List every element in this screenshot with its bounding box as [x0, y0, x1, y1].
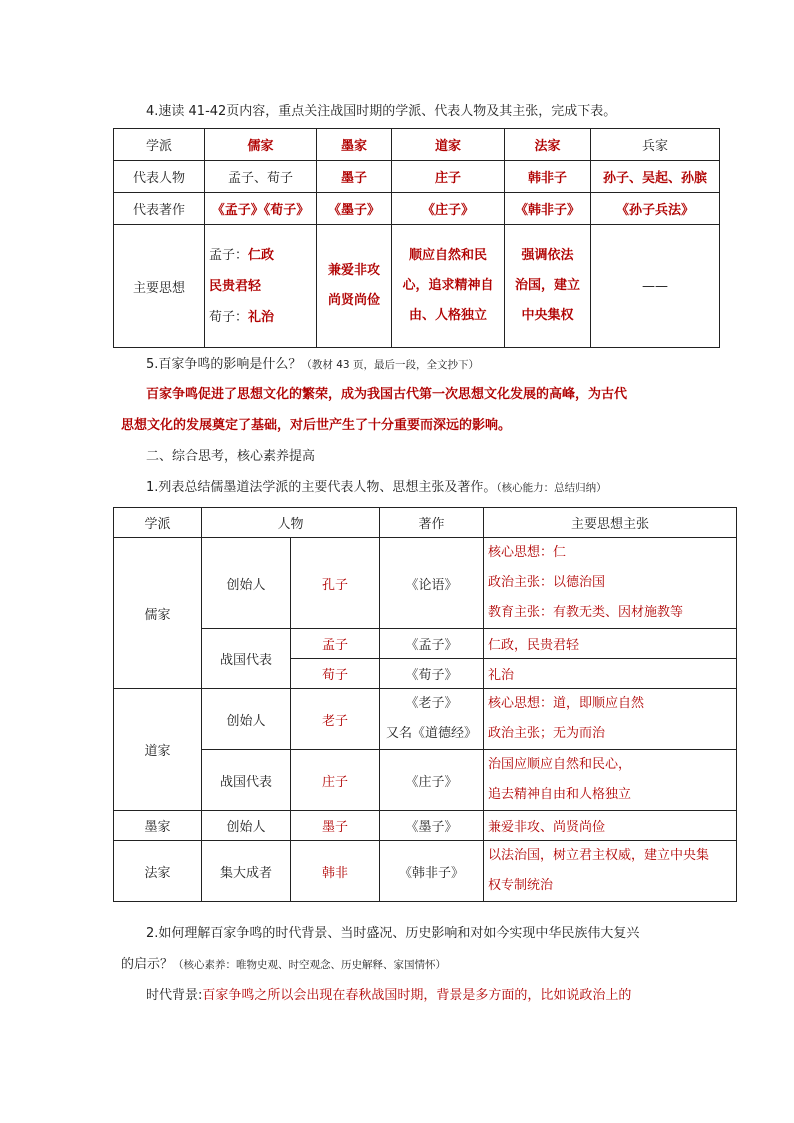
idea-line: 以法治国，树立君主权威，建立中央集: [488, 848, 710, 863]
school-rujia: 儒家: [114, 538, 202, 689]
rujia-p2: 荀子: [291, 659, 380, 689]
fajia-ideas: [484, 841, 737, 902]
daojia-founder: 老子: [291, 689, 380, 750]
mojia-work: 《墨子》: [380, 811, 484, 841]
q4-text: 4.速读 41-42页内容，重点关注战国时期的学派、代表人物及其主张，完成下表。: [146, 104, 617, 119]
idea-line: 核心思想：仁: [488, 545, 567, 560]
summary-table: [113, 507, 737, 902]
q5-note: （教材 43 页，最后一段，全文抄下）: [301, 359, 479, 371]
q1-line: [146, 479, 607, 497]
people-mojia: 墨子: [317, 161, 392, 193]
q2-note: （核心素养：唯物史观、时空观念、历史解释、家国情怀）: [173, 959, 447, 971]
work-line: 又名《道德经》: [386, 726, 478, 741]
school-fajia: 法家: [114, 841, 202, 902]
mojia-idea-line: 尚贤尚俭: [327, 293, 380, 308]
idea-line: 治国应顺应自然和民心，: [488, 757, 632, 772]
people-rujia: 孟子、荀子: [205, 161, 317, 193]
school-daojia: 道家: [114, 689, 202, 811]
header-school: 学派: [114, 508, 202, 538]
daojia-p1: 庄子: [291, 750, 380, 811]
daojia-p1-work: 《庄子》: [380, 750, 484, 811]
school-fajia: 法家: [505, 129, 591, 161]
people-daojia: 庄子: [392, 161, 505, 193]
school-bingjia: 兵家: [591, 129, 720, 161]
school-mojia: 墨家: [114, 811, 202, 841]
works-bingjia: 《孙子兵法》: [591, 193, 720, 225]
people-bingjia: 孙子、吴起、孙膑: [591, 161, 720, 193]
daojia-founder-role: 创始人: [202, 689, 291, 750]
works-rujia: 《孟子》《荀子》: [205, 193, 317, 225]
ideas-mojia: [317, 225, 392, 348]
q5-answer-line2: 思想文化的发展奠定了基础，对后世产生了十分重要而深远的影响。: [121, 418, 512, 433]
school-mojia: 墨家: [317, 129, 392, 161]
ideas-bingjia: ——: [591, 225, 720, 348]
idea-line: 政治主张；无为而治: [488, 726, 606, 741]
ideas-rujia: [205, 225, 317, 348]
mojia-idea-line: 兼爱非攻: [327, 263, 380, 278]
mengzi-idea-1: 仁政: [248, 247, 275, 263]
row-label-ideas: 主要思想: [114, 225, 205, 348]
q5-question: 5.百家争鸣的影响是什么？: [146, 357, 302, 372]
mojia-idea: 兼爱非攻、尚贤尚俭: [484, 811, 737, 841]
daojia-founder-ideas: [484, 689, 737, 750]
work-line: 《老子》: [405, 696, 458, 711]
q5-line: [146, 356, 479, 374]
fajia-role: 集大成者: [202, 841, 291, 902]
xunzi-label: 荀子：: [209, 309, 249, 325]
rujia-founder-work: 《论语》: [380, 538, 484, 629]
fajia-idea-line: 中央集权: [521, 308, 574, 323]
mengzi-label: 孟子：: [209, 247, 249, 263]
q2-bg-label: 时代背景:: [146, 988, 203, 1003]
idea-line: 政治主张：以德治国: [488, 575, 606, 590]
q2-bg-text: 百家争鸣之所以会出现在春秋战国时期，背景是多方面的，比如说政治上的: [202, 988, 632, 1003]
works-mojia: 《墨子》: [317, 193, 392, 225]
daojia-idea-line: 顺应自然和民: [408, 248, 487, 263]
daojia-idea-line: 心，追求精神自: [402, 278, 494, 293]
rujia-p2-idea: 礼治: [484, 659, 737, 689]
idea-line: 核心思想：道，即顺应自然: [488, 696, 645, 711]
mengzi-idea-2: 民贵君轻: [209, 278, 262, 294]
q1-note: （核心能力：总结归纳）: [496, 482, 607, 494]
fajia-idea-line: 强调依法: [521, 248, 574, 263]
idea-line: 追去精神自由和人格独立: [488, 787, 632, 802]
q2-background: [146, 987, 631, 1005]
q2-question-end: 的启示？: [121, 957, 174, 972]
rujia-founder-ideas: [484, 538, 737, 629]
people-fajia: 韩非子: [505, 161, 591, 193]
daojia-p1-ideas: [484, 750, 737, 811]
works-fajia: 《韩非子》: [505, 193, 591, 225]
school-daojia: 道家: [392, 129, 505, 161]
fajia-idea-line: 治国，建立: [514, 278, 580, 293]
header-person: 人物: [202, 508, 380, 538]
daojia-idea-line: 由、人格独立: [408, 308, 487, 323]
q2-line1: 2.如何理解百家争鸣的时代背景、当时盛况、历史影响和对如今实现中华民族伟大复兴: [146, 926, 640, 941]
schools-table: [113, 128, 720, 348]
q1-text: 1.列表总结儒墨道法学派的主要代表人物、思想主张及著作。: [146, 480, 497, 495]
school-rujia: 儒家: [205, 129, 317, 161]
fajia-work: 《韩非子》: [380, 841, 484, 902]
row-label-people: 代表人物: [114, 161, 205, 193]
q5-answer-line1: 百家争鸣促进了思想文化的繁荣，成为我国古代第一次思想文化发展的高峰，为古代: [146, 387, 628, 402]
rujia-founder-role: 创始人: [202, 538, 291, 629]
rujia-p1: 孟子: [291, 629, 380, 659]
xunzi-idea-1: 礼治: [248, 309, 275, 325]
row-label-school: 学派: [114, 129, 205, 161]
section2-title: 二、综合思考，核心素养提高: [146, 449, 316, 464]
daojia-zhanguo-role: 战国代表: [202, 750, 291, 811]
rujia-p1-idea: 仁政，民贵君轻: [484, 629, 737, 659]
works-daojia: 《庄子》: [392, 193, 505, 225]
rujia-founder: 孔子: [291, 538, 380, 629]
fajia-person: 韩非: [291, 841, 380, 902]
idea-line: 权专制统治: [488, 878, 554, 893]
rujia-zhanguo-role: 战国代表: [202, 629, 291, 689]
ideas-fajia: [505, 225, 591, 348]
ideas-daojia: [392, 225, 505, 348]
daojia-founder-work: [380, 689, 484, 750]
idea-line: 教育主张：有教无类、因材施教等: [488, 605, 684, 620]
rujia-p2-work: 《荀子》: [380, 659, 484, 689]
row-label-works: 代表著作: [114, 193, 205, 225]
rujia-p1-work: 《孟子》: [380, 629, 484, 659]
mojia-person: 墨子: [291, 811, 380, 841]
header-work: 著作: [380, 508, 484, 538]
q2-line2: [121, 956, 446, 974]
header-ideas: 主要思想主张: [484, 508, 737, 538]
mojia-role: 创始人: [202, 811, 291, 841]
